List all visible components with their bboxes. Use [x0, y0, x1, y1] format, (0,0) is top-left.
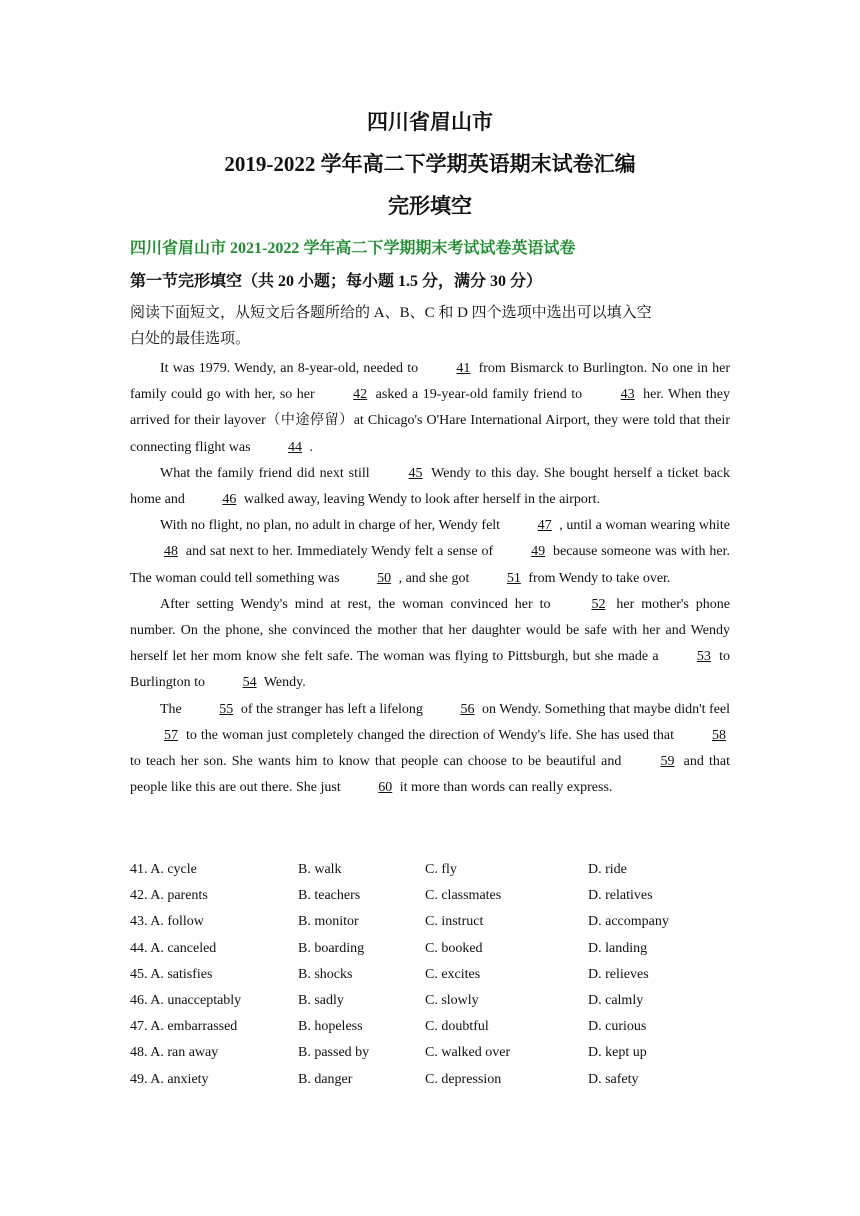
passage-text: because someone was with her. The woman could tell something was	[130, 544, 730, 586]
option-a: 45. A. satisfies	[130, 966, 213, 982]
compilation-title: 2019-2022 学年高二下学期英语期末试卷汇编	[224, 152, 636, 176]
option-c: C. fly	[425, 862, 457, 877]
option-b: B. monitor	[298, 914, 359, 930]
passage-text: her mother's phone number. On the phone, she convinced the mother that her daughter would be safe with her and Wendy herself let her mom know she felt safe. The woman was flying to Pittsburgh, but she made a	[130, 596, 731, 665]
option-a: 44. A. canceled	[130, 940, 217, 956]
passage-text: asked a 19-year-old family friend to	[375, 387, 583, 403]
blank-41: 41	[456, 361, 471, 376]
passage-text: on Wendy. Something that maybe didn't feel	[481, 701, 731, 717]
passage-text: and sat next to her. Immediately Wendy felt a sense of	[185, 544, 494, 560]
passage-text: .	[309, 439, 314, 455]
blank-47: 47	[537, 518, 552, 534]
option-d: D. calmly	[588, 992, 644, 1008]
option-c: C. walked over	[425, 1045, 511, 1061]
option-c: C. booked	[425, 940, 483, 956]
passage-text: her. When they arrived for their layover（中途停留）at Chicago's O'Hare International Airport, they were told that their connecting flight was	[130, 387, 730, 455]
option-b: B. shocks	[298, 966, 353, 982]
option-d: D. relieves	[588, 966, 649, 982]
passage-text: walked away, leaving Wendy to look after herself in the airport.	[243, 492, 600, 508]
passage-text: of the stranger has left a lifelong	[240, 701, 423, 717]
blank-58: 58	[712, 727, 726, 743]
passage-text: to Burlington to	[130, 649, 731, 691]
blank-48: 48	[164, 544, 178, 560]
passage-paragraph	[130, 356, 730, 461]
option-b: B. sadly	[298, 992, 344, 1008]
option-d: D. relatives	[588, 888, 653, 904]
option-row-46	[130, 988, 730, 1014]
passage-text: to teach her son. She wants him to know that people can choose to be beautiful and	[130, 754, 622, 770]
option-b: B. walk	[298, 862, 342, 877]
passage-text: it more than words can really express.	[399, 780, 613, 796]
option-b: B. boarding	[298, 940, 365, 956]
option-a: 47. A. embarrassed	[130, 1019, 238, 1035]
option-row-45	[130, 962, 730, 988]
option-b: B. hopeless	[298, 1019, 363, 1035]
exam-subtitle: 四川省眉山市 2021-2022 学年高二下学期期末考试试卷英语试卷	[130, 240, 576, 257]
option-d: D. kept up	[588, 1045, 647, 1061]
passage-text: to the woman just completely changed the direction of Wendy's life. She has used that	[185, 727, 675, 743]
passage-text: from Bismarck to Burlington. No one in her family could go with her, so her	[130, 361, 730, 403]
blank-46: 46	[222, 492, 237, 508]
cloze-passage	[130, 356, 730, 801]
blank-60: 60	[378, 780, 393, 796]
option-d: D. curious	[588, 1019, 647, 1035]
passage-text: Wendy to this day. She bought herself a ticket back home and	[130, 465, 731, 508]
option-row-43	[130, 909, 730, 935]
option-c: C. classmates	[425, 888, 502, 904]
option-row-41	[130, 857, 730, 883]
option-c: C. depression	[425, 1071, 502, 1087]
passage-text: With no flight, no plan, no adult in charge of her, Wendy felt	[160, 518, 501, 534]
blank-56: 56	[460, 701, 475, 717]
option-d: D. safety	[588, 1071, 639, 1087]
option-c: C. instruct	[425, 914, 484, 930]
passage-text: The	[160, 701, 182, 717]
option-row-48	[130, 1040, 730, 1066]
blank-51: 51	[506, 570, 521, 586]
blank-53: 53	[696, 649, 711, 665]
passage-text: It was 1979. Wendy, an 8-year-old, needed to	[160, 361, 419, 376]
passage-text: Wendy.	[263, 675, 306, 691]
blank-57: 57	[164, 727, 178, 743]
passage-text: from Wendy to take over.	[528, 570, 671, 586]
blank-43: 43	[620, 387, 635, 403]
option-row-44	[130, 936, 730, 962]
option-b: B. danger	[298, 1071, 353, 1087]
province-title: 四川省眉山市	[367, 110, 493, 134]
instructions-line: 白处的最佳选项。	[130, 331, 251, 347]
option-a: 43. A. follow	[130, 914, 204, 930]
blank-42: 42	[353, 387, 368, 403]
blank-49: 49	[531, 544, 546, 560]
passage-text: After setting Wendy's mind at rest, the woman convinced her to	[160, 596, 551, 612]
blank-50: 50	[377, 570, 392, 586]
answer-options	[130, 857, 730, 1093]
passage-paragraph	[130, 697, 730, 802]
option-row-42	[130, 883, 730, 909]
option-d: D. accompany	[588, 914, 669, 930]
option-row-47	[130, 1014, 730, 1040]
passage-paragraph	[130, 592, 730, 697]
passage-text: , until a woman wearing white	[559, 518, 731, 534]
passage-text: , and she got	[398, 570, 470, 586]
passage-text: What the family friend did next still	[160, 465, 370, 481]
option-a: 41. A. cycle	[130, 862, 197, 877]
option-c: C. excites	[425, 966, 481, 982]
passage-paragraph	[130, 513, 730, 592]
option-row-49	[130, 1067, 730, 1093]
blank-59: 59	[660, 754, 675, 770]
option-a: 48. A. ran away	[130, 1045, 219, 1061]
blank-52: 52	[591, 596, 606, 612]
option-c: C. slowly	[425, 992, 479, 1008]
blank-54: 54	[242, 675, 257, 691]
option-a: 42. A. parents	[130, 888, 208, 904]
section-type-title: 完形填空	[388, 194, 472, 218]
option-b: B. passed by	[298, 1045, 370, 1061]
option-d: D. ride	[588, 862, 627, 877]
option-b: B. teachers	[298, 888, 361, 904]
passage-text: and that people like this are out there. She just	[130, 754, 731, 796]
option-a: 46. A. unacceptably	[130, 992, 242, 1008]
blank-44: 44	[288, 439, 303, 455]
option-d: D. landing	[588, 940, 648, 956]
instructions	[130, 300, 690, 352]
blank-45: 45	[408, 465, 423, 481]
blank-55: 55	[219, 701, 234, 717]
option-a: 49. A. anxiety	[130, 1071, 209, 1087]
section-heading: 第一节完形填空（共 20 小题；每小题 1.5 分，满分 30 分）	[130, 273, 543, 290]
passage-paragraph	[130, 461, 730, 513]
instructions-line: 阅读下面短文，从短文后各题所给的 A、B、C 和 D 四个选项中选出可以填入空	[130, 305, 652, 321]
option-c: C. doubtful	[425, 1019, 489, 1035]
